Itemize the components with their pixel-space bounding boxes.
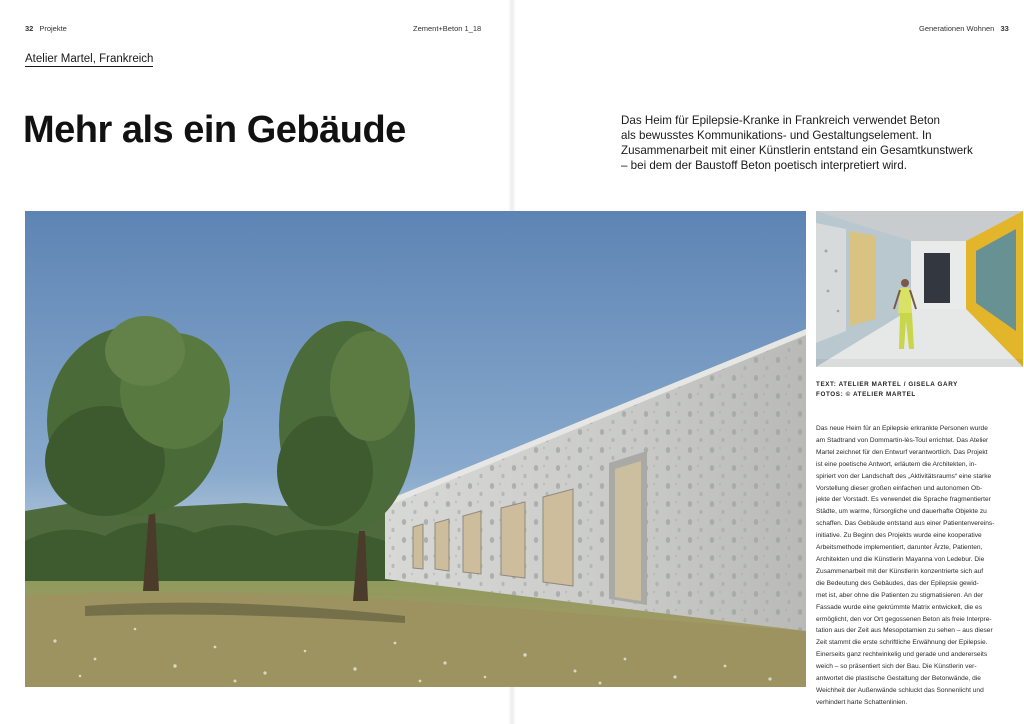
body-line: jekte der Vorstadt. Es verwendet die Sprache fragmentierter: [816, 496, 991, 504]
body-line: schaffen. Das Gebäude entstand aus einer Patientenvereins-: [816, 520, 995, 528]
body-line: Weichheit der Außenwände schluckt das Sonnenlicht und: [816, 686, 984, 694]
body-line: ermöglicht, den vor Ort gegossenen Beton als freie Interpre-: [816, 615, 992, 623]
left-running-head: [25, 24, 67, 33]
body-line: ist eine poetische Antwort, erläutern die Architekten, in-: [816, 460, 977, 468]
photo-credits: [816, 380, 958, 399]
corridor-interior-photo: [816, 211, 1023, 367]
body-line: antwortet die plastische Gestaltung der Betonwände, die: [816, 675, 981, 683]
body-line: am Stadtrand von Dommartin-lès-Toul errichtet. Das Atelier: [816, 436, 989, 444]
body-line: Das neue Heim für an Epilepsie erkrankte Personen wurde: [816, 425, 988, 432]
right-section-label: Generationen Wohnen: [919, 24, 995, 33]
body-line: Martel zeichnet für den Entwurf verantwortlich. Das Projekt: [816, 448, 988, 456]
building-exterior-photo: [25, 211, 806, 687]
left-page-number: 32: [25, 24, 34, 33]
body-line: tation aus der Zeit aus Mesopotamien zu sehen – aus dieser: [816, 627, 993, 635]
credit-line: FOTOS: © ATELIER MARTEL: [816, 390, 916, 398]
article-kicker: Atelier Martel, Frankreich: [25, 53, 154, 65]
building-exterior-illustration: [25, 211, 806, 687]
lead-line: als bewusstes Kommunikations- und Gestaltungselement. In: [621, 129, 932, 142]
article-lead: [621, 113, 1001, 173]
credit-line: TEXT: ATELIER MARTEL / GISELA GARY: [816, 381, 958, 388]
body-line: Arbeitsmethode implementiert, darunter Ärzte, Patienten,: [816, 544, 983, 552]
body-line: met ist, aber ohne die Patienten zu stigmatisieren. An der: [816, 591, 984, 599]
lead-line: – bei dem der Baustoff Beton poetisch interpretiert wird.: [621, 159, 907, 172]
corridor-illustration: [816, 211, 1023, 367]
lead-line: Das Heim für Epilepsie-Kranke in Frankreich verwendet Beton: [621, 114, 940, 127]
article-body: [816, 423, 1021, 709]
body-line: initiative. Zu Beginn des Projekts wurde eine kooperative: [816, 532, 982, 540]
right-running-head: [919, 24, 1009, 33]
body-line: Vorstellung dieser großen einfachen und autonomen Ob-: [816, 484, 983, 492]
article-headline: Mehr als ein Gebäude: [23, 109, 406, 151]
body-line: weich – so präsentiert sich der Bau. Die Künstlerin ver-: [816, 663, 977, 671]
right-page-number: 33: [1000, 24, 1009, 33]
body-line: Architekten und die Künstlerin Mayanna von Ledebur. Die: [816, 555, 985, 563]
body-line: spiriert von der Landschaft des „Aktivitätsraums“ eine starke: [816, 472, 992, 480]
body-line: die Bedeutung des Gebäudes, das der Epilepsie gewid-: [816, 579, 979, 587]
body-line: Fassade wurde eine gekrümmte Matrix entwickelt, die es: [816, 603, 983, 611]
body-line: Städte, um warme, fürsorgliche und dauerhafte Objekte zu: [816, 508, 987, 516]
body-line: Zusammenarbeit mit der Künstlerin konzentrierte sich auf: [816, 567, 984, 575]
lead-line: Zusammenarbeit mit einer Künstlerin entstand ein Gesamtkunstwerk: [621, 144, 973, 157]
magazine-issue-label: Zement+Beton 1_18: [413, 24, 482, 33]
left-section-label: Projekte: [39, 24, 67, 33]
body-line: Einerseits ganz rechtwinkelig und gerade und andererseits: [816, 651, 988, 659]
body-line: verhindert harte Schattenlinien.: [816, 698, 908, 706]
body-line: Zeit stammt die erste schriftliche Erwähnung der Epilepsie.: [816, 639, 988, 647]
